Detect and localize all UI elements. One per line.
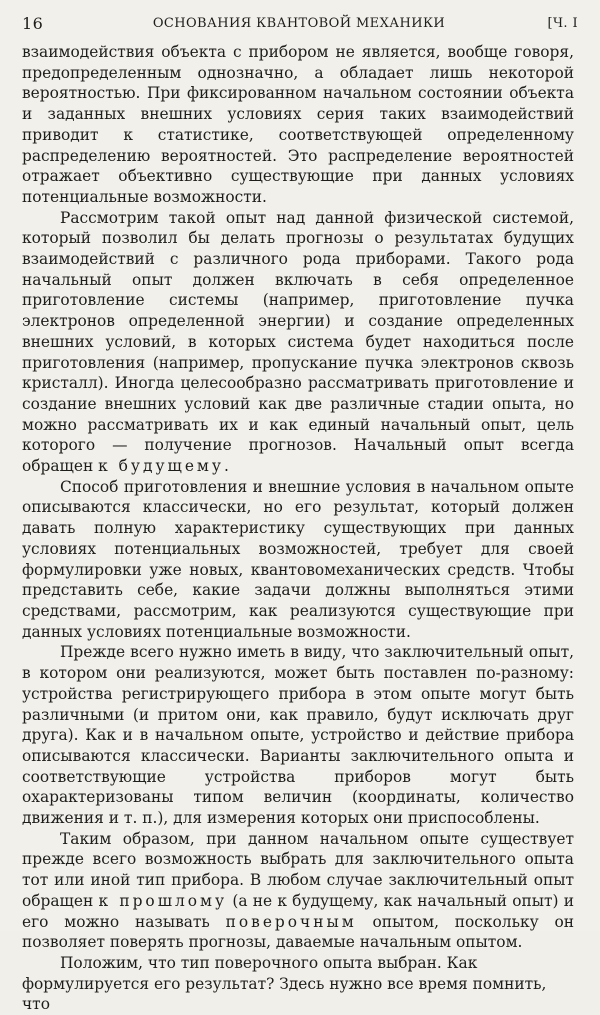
paragraph-2-end: . bbox=[223, 457, 229, 476]
paragraph-1 bbox=[22, 42, 574, 208]
paragraph-5-middle: (а не к будущему, как начальный опыт) и его можно называть bbox=[22, 891, 574, 931]
emphasis-verifying: поверочным bbox=[225, 912, 357, 931]
paragraph-2 bbox=[22, 208, 574, 477]
paragraph-6-text: Положим, что тип поверочного опыта выбран. Как формулируется его результат? Здесь нужно все время помнить, что bbox=[22, 953, 547, 1014]
paragraph-5-text: Таким образом, при данном начальном опыте существует прежде всего возможность выбрать для заключительного опыта тот или иной тип прибора. В любом случае заключительный опыт обращен bbox=[22, 829, 574, 910]
body-text bbox=[22, 42, 574, 1015]
paragraph-1-text: взаимодействия объекта с прибором не является, вообще говоря, предопределенным однозначно, а обладает лишь некоторой вероятностью. При фиксированном начальном состоянии объекта и заданных внешних условиях серия таких взаимодействий приводит к статистике, соответствующей определенному распределению вероятностей. Это распределение вероятностей отражает объективно существующие при данных условиях потенциальные возможности. bbox=[22, 43, 574, 206]
paragraph-4 bbox=[22, 642, 574, 828]
chapter-label: [Ч. I bbox=[547, 16, 578, 31]
paragraph-3-text: Способ приготовления и внешние условия в начальном опыте описываются классически, но его результат, который должен давать полную характеристику существующих при данных условиях потенциальных возможностей, требует для своей формулировки уже новых, квантовомеханических средств. Чтобы представить себе, какие задачи должны выполняться этими средствами, рассмотрим, как реализуются существующие при данных условиях потенциальные возможности. bbox=[22, 477, 574, 641]
emphasis-to-past: к прошлому bbox=[98, 891, 228, 910]
paragraph-5 bbox=[22, 829, 574, 953]
paragraph-5-end: опытом, поскольку он позволяет поверять прогнозы, даваемые начальным опытом. bbox=[22, 912, 574, 952]
paragraph-6 bbox=[22, 953, 574, 1015]
page-number: 16 bbox=[22, 14, 44, 33]
page-header bbox=[18, 14, 580, 36]
emphasis-to-future: к будущему bbox=[98, 457, 224, 476]
paragraph-2-text: Рассмотрим такой опыт над данной физической системой, который позволил бы делать прогнозы о результатах будущих взаимодействий с различного рода приборами. Такого рода начальный опыт должен включать в себя определенное приготовление системы (например, приготовление пучка электронов определенной энергии) и создание определенных внешних условий, в которых система будет находиться после приготовления (например, пропускание пучка электронов сквозь кристалл). Иногда целесообразно рассматривать приготовление и создание внешних условий как две различные стадии опыта, но можно рассматривать их и как единый начальный опыт, цель которого — получение прогнозов. Начальный опыт всегда обращен bbox=[22, 208, 574, 476]
running-title: ОСНОВАНИЯ КВАНТОВОЙ МЕХАНИКИ bbox=[152, 16, 446, 31]
paragraph-4-text: Прежде всего нужно иметь в виду, что заключительный опыт, в котором они реализуются, может быть поставлен по-разному: устройства регистрирующего прибора в этом опыте могут быть различными (и притом они, как правило, будут исключать друг друга). Как и в начальном опыте, устройство и действие прибора описываются классически. Варианты заключительного опыта и соответствующие устройства приборов могут быть охарактеризованы типом величин (координаты, количество движения и т. п.), для измерения которых они приспособлены. bbox=[22, 643, 574, 828]
paragraph-3 bbox=[22, 477, 574, 643]
